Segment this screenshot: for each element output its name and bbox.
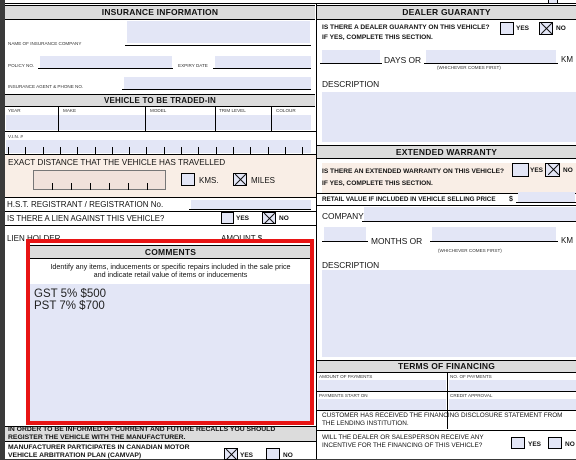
vin-tick: [302, 147, 303, 154]
mfr-yes-label: YES: [240, 452, 254, 459]
guaranty-no-checkbox-checked[interactable]: [539, 22, 553, 35]
guaranty-description-field[interactable]: [322, 92, 576, 142]
distance-tick: [147, 183, 148, 190]
make-label: MAKE: [63, 108, 77, 113]
vin-tick: [43, 147, 44, 154]
vehicle-traded-header: VEHICLE TO BE TRADED-IN: [5, 94, 315, 107]
warranty-description-label: DESCRIPTION: [322, 260, 380, 270]
vin-tick: [146, 147, 147, 154]
vin-tick: [268, 147, 269, 154]
trim-level-label: TRIM LEVEL: [219, 108, 246, 113]
guaranty-km-field[interactable]: [426, 50, 556, 63]
warranty-no-checkbox-checked[interactable]: [545, 163, 560, 177]
warranty-months-line: [322, 241, 368, 242]
extended-warranty-question-line-2: IF YES, COMPLETE THIS SECTION.: [322, 180, 433, 187]
warranty-yes-checkbox[interactable]: [512, 163, 529, 177]
vin-field[interactable]: [6, 140, 311, 153]
distance-tick: [52, 183, 53, 190]
lien-bottom-line: [5, 225, 316, 226]
vin-label: V.I.N. #: [8, 134, 23, 139]
insurance-company-line: [125, 45, 311, 46]
guaranty-whichever: (WHICHEVER COMES FIRST): [437, 65, 501, 70]
expiry-date-label: EXPIRY DATE: [178, 63, 208, 68]
top-checkbox[interactable]: [548, 0, 558, 4]
vin-tick: [285, 147, 286, 154]
guaranty-days-line: [320, 63, 382, 64]
guaranty-description-label: DESCRIPTION: [322, 79, 380, 89]
lien-question: IS THERE A LIEN AGAINST THIS VEHICLE?: [7, 214, 165, 223]
retail-value-label: RETAIL VALUE IF INCLUDED IN VEHICLE SELLING PRICE: [322, 196, 496, 203]
manufacturer-line-2: VEHICLE ARBITRATION PLAN (CAMVAP): [8, 452, 142, 459]
dealer-guaranty-question: [322, 23, 490, 43]
miles-checkbox-checked[interactable]: [233, 173, 247, 186]
vin-tick: [164, 147, 165, 154]
vin-tick: [8, 147, 9, 154]
guaranty-km-line: [424, 63, 558, 64]
colour-label: COLOUR: [276, 108, 296, 113]
distance-tick: [71, 183, 72, 190]
warranty-whichever: (WHICHEVER COMES FIRST): [438, 248, 502, 253]
extended-warranty-header: EXTENDED WARRANTY: [317, 145, 576, 159]
disclosure-statement: [322, 412, 563, 428]
warranty-company-line: [362, 221, 576, 222]
guaranty-days-or-label: DAYS OR: [384, 55, 422, 65]
year-label: YEAR: [8, 108, 21, 113]
warranty-months-or-label: MONTHS OR: [371, 236, 423, 246]
agent-phone-label: INSURANCE AGENT & PHONE NO.: [8, 84, 84, 89]
col-divider-1: [58, 106, 59, 131]
lien-holder-label: LIEN HOLDER: [7, 234, 61, 243]
vin-tick: [77, 147, 78, 154]
retail-bottom-line: [317, 205, 576, 206]
dealer-guaranty-header: DEALER GUARANTY: [317, 5, 576, 20]
col-divider-2: [145, 106, 146, 131]
extended-warranty-question: [322, 166, 504, 190]
warranty-km-label: KM: [561, 236, 573, 245]
comment-pst: PST 7% $700: [34, 300, 105, 312]
distance-label: EXACT DISTANCE THAT THE VEHICLE HAS TRAVELLED: [8, 158, 226, 167]
distance-bottom-line: [5, 197, 316, 198]
vin-tick: [250, 147, 251, 154]
recall-notice-line-1: IN ORDER TO BE INFORMED OF CURRENT AND FUTURE RECALLS YOU SHOULD: [8, 426, 276, 433]
vin-tick: [60, 147, 61, 154]
credit-approval-field[interactable]: [449, 399, 576, 410]
distance-tick: [90, 183, 91, 190]
guaranty-no-label: NO: [556, 25, 566, 32]
incentive-line-1: WILL THE DEALER OR SALESPERSON RECEIVE ANY: [322, 434, 484, 441]
manufacturer-line-1: MANUFACTURER PARTICIPATES IN CANADIAN MOTOR: [8, 444, 190, 451]
warranty-km-line: [430, 241, 558, 242]
distance-tick: [109, 183, 110, 190]
vin-tick: [112, 147, 113, 154]
incentive-yes-checkbox[interactable]: [511, 437, 525, 449]
extended-warranty-question-line-1: IS THERE AN EXTENDED WARRANTY ON THIS VEHICLE?: [322, 168, 505, 175]
manufacturer-text: [8, 444, 190, 460]
comment-gst: GST 5% $500: [34, 288, 107, 300]
no-of-payments-field[interactable]: [449, 380, 576, 391]
lien-no-label: NO: [279, 215, 289, 222]
lien-no-checkbox-checked[interactable]: [262, 212, 276, 224]
insurance-company-field[interactable]: [127, 21, 310, 43]
vin-tick: [233, 147, 234, 154]
amount-of-payments-field[interactable]: [318, 380, 446, 391]
hst-field[interactable]: [191, 200, 311, 209]
warranty-company-field[interactable]: [364, 207, 576, 221]
recall-notice: [8, 426, 275, 441]
hst-label: H.S.T. REGISTRANT / REGISTRATION No.: [7, 200, 164, 209]
warranty-months-field[interactable]: [324, 227, 366, 241]
retail-value-line: [516, 202, 576, 203]
mfr-no-checkbox[interactable]: [266, 448, 280, 460]
incentive-line-2: INCENTIVE FOR THE FINANCING OF THIS VEHICLE?: [322, 442, 483, 449]
top-border: [5, 3, 576, 4]
credit-approval-label: CREDIT APPROVAL: [450, 393, 493, 398]
mfr-yes-checkbox-checked[interactable]: [224, 448, 238, 460]
policy-no-label: POLICY NO.: [8, 63, 35, 68]
agent-phone-line: [122, 89, 311, 90]
recall-notice-line-2: REGISTER THE VEHICLE WITH THE MANUFACTURER.: [8, 433, 186, 441]
disclosure-line-1: CUSTOMER HAS RECEIVED THE FINANCING DISCLOSURE STATEMENT FROM: [322, 412, 563, 419]
model-label: MODEL: [150, 108, 167, 113]
expiry-date-line: [213, 68, 311, 69]
company-label: COMPANY: [322, 211, 364, 221]
dealer-guaranty-question-line-2: IF YES, COMPLETE THIS SECTION.: [322, 34, 433, 41]
disclosure-bottom-line: [317, 430, 576, 431]
insurance-company-label: NAME OF INSURANCE COMPANY: [8, 41, 82, 46]
no-of-payments-label: NO. OF PAYMENTS: [450, 374, 492, 379]
col-divider-3: [215, 106, 216, 131]
amount-label: AMOUNT $: [221, 234, 263, 243]
disclosure-line-2: THE LENDING INSTITUTION.: [322, 420, 409, 427]
lien-yes-label: YES: [236, 215, 250, 222]
insurance-header: INSURANCE INFORMATION: [5, 5, 315, 20]
kms-label: KMS.: [199, 176, 219, 185]
recall-bottom-line: [5, 441, 316, 442]
retail-value-field[interactable]: [518, 192, 575, 202]
guaranty-days-field[interactable]: [322, 50, 380, 63]
comments-instruction-line-1: Identify any items, inducements or specific repairs included in the sale price: [50, 262, 291, 271]
financing-row-line-2: [317, 410, 576, 411]
distance-tick: [128, 183, 129, 190]
hst-line: [189, 209, 311, 210]
kms-checkbox[interactable]: [181, 173, 195, 186]
incentive-yes-label: YES: [528, 441, 542, 448]
vehicle-row-field[interactable]: [6, 115, 311, 130]
comments-instruction-line-2: and indicate retail value of items or inducements: [93, 270, 248, 279]
payments-start-label: PAYMENTS START ON: [319, 393, 368, 398]
vehicle-row-line: [5, 131, 316, 132]
terms-financing-header: TERMS OF FINANCING: [317, 360, 576, 373]
warranty-description-field[interactable]: [322, 270, 576, 357]
highlight-box: [26, 239, 314, 425]
vin-tick: [198, 147, 199, 154]
guaranty-km-label: KM: [561, 55, 573, 64]
vin-tick: [25, 147, 26, 154]
vin-tick: [129, 147, 130, 154]
financing-row-line-1: [317, 391, 576, 392]
vin-tick: [95, 147, 96, 154]
retail-value-dollar: $: [509, 196, 513, 203]
policy-no-line: [38, 68, 173, 69]
comments-header: COMMENTS: [30, 245, 311, 259]
amount-of-payments-label: AMOUNT OF PAYMENTS: [319, 374, 373, 379]
payments-start-field[interactable]: [318, 399, 446, 410]
incentive-no-checkbox[interactable]: [548, 437, 562, 449]
incentive-question: [322, 434, 484, 450]
col-divider-4: [271, 106, 272, 131]
warranty-yes-label: YES: [530, 167, 544, 174]
dealer-guaranty-question-line-1: IS THERE A DEALER GUARANTY ON THIS VEHICLE?: [322, 24, 490, 31]
warranty-km-field[interactable]: [432, 227, 556, 241]
vin-tick: [216, 147, 217, 154]
miles-label: MILES: [251, 176, 276, 185]
guaranty-yes-checkbox[interactable]: [500, 22, 514, 35]
mfr-no-label: NO: [283, 452, 293, 459]
incentive-no-label: NO: [565, 441, 575, 448]
lien-yes-checkbox[interactable]: [221, 212, 234, 224]
vin-tick: [181, 147, 182, 154]
guaranty-yes-label: YES: [516, 25, 530, 32]
warranty-no-label: NO: [563, 167, 573, 174]
